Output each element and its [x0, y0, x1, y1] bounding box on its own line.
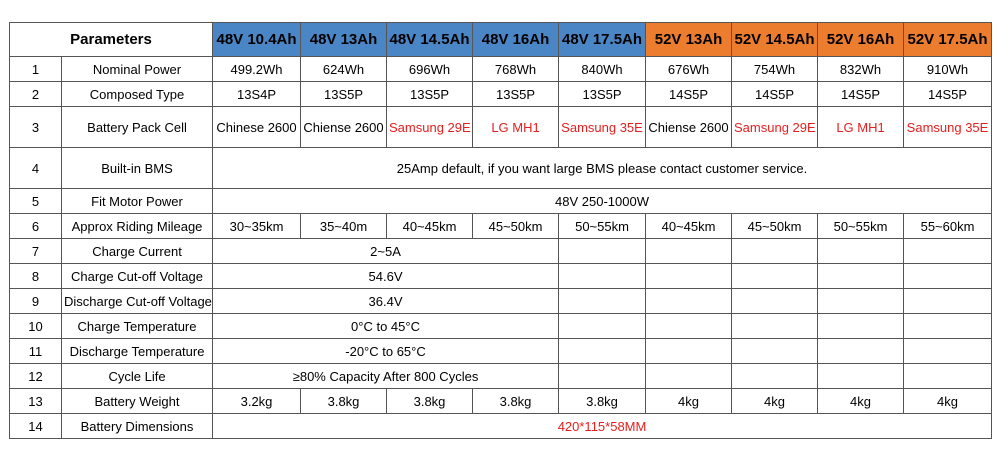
table-row — [10, 107, 992, 148]
row-number: 11 — [10, 339, 62, 364]
table-cell: Samsung 35E — [559, 107, 646, 148]
row-label: Fit Motor Power — [62, 189, 213, 214]
table-cell: Chiense 2600 — [301, 107, 387, 148]
empty-cell — [818, 239, 904, 264]
row-label: Battery Pack Cell — [62, 107, 213, 148]
table-cell: 832Wh — [818, 57, 904, 82]
merged-cell: -20°C to 65°C — [213, 339, 559, 364]
table-cell: 4kg — [818, 389, 904, 414]
merged-cell: 48V 250-1000W — [213, 189, 992, 214]
parameters-header: Parameters — [10, 23, 213, 57]
empty-cell — [904, 314, 992, 339]
table-cell: 45~50km — [732, 214, 818, 239]
empty-cell — [818, 364, 904, 389]
empty-cell — [559, 339, 646, 364]
table-cell: 3.8kg — [559, 389, 646, 414]
table-cell: 13S5P — [473, 82, 559, 107]
table-cell: 3.8kg — [387, 389, 473, 414]
row-number: 6 — [10, 214, 62, 239]
empty-cell — [818, 339, 904, 364]
empty-cell — [646, 364, 732, 389]
empty-cell — [646, 339, 732, 364]
table-cell: Samsung 35E — [904, 107, 992, 148]
table-cell: 696Wh — [387, 57, 473, 82]
table-row — [10, 148, 992, 189]
model-header: 48V 16Ah — [473, 23, 559, 57]
empty-cell — [732, 239, 818, 264]
model-header: 52V 13Ah — [646, 23, 732, 57]
merged-cell: 0°C to 45°C — [213, 314, 559, 339]
row-label: Built-in BMS — [62, 148, 213, 189]
merged-cell: 2~5A — [213, 239, 559, 264]
row-label: Charge Cut-off Voltage — [62, 264, 213, 289]
row-label: Charge Temperature — [62, 314, 213, 339]
battery-spec-table — [9, 22, 992, 439]
empty-cell — [818, 289, 904, 314]
empty-cell — [646, 289, 732, 314]
empty-cell — [904, 364, 992, 389]
table-row — [10, 214, 992, 239]
table-cell: 768Wh — [473, 57, 559, 82]
table-row — [10, 314, 992, 339]
table-cell: 30~35km — [213, 214, 301, 239]
table-cell: 35~40m — [301, 214, 387, 239]
model-header: 52V 14.5Ah — [732, 23, 818, 57]
table-cell: 13S5P — [559, 82, 646, 107]
empty-cell — [559, 289, 646, 314]
dimensions-cell: 420*115*58MM — [213, 414, 992, 439]
table-cell: Chinese 2600 — [213, 107, 301, 148]
row-number: 2 — [10, 82, 62, 107]
empty-cell — [904, 289, 992, 314]
table-cell: LG MH1 — [818, 107, 904, 148]
row-number: 7 — [10, 239, 62, 264]
model-header: 48V 14.5Ah — [387, 23, 473, 57]
empty-cell — [732, 314, 818, 339]
row-label: Cycle Life — [62, 364, 213, 389]
table-cell: 14S5P — [646, 82, 732, 107]
empty-cell — [559, 364, 646, 389]
table-cell: Samsung 29E — [732, 107, 818, 148]
model-header: 48V 13Ah — [301, 23, 387, 57]
table-row — [10, 339, 992, 364]
model-header: 52V 16Ah — [818, 23, 904, 57]
table-cell: 14S5P — [818, 82, 904, 107]
table-cell: 40~45km — [646, 214, 732, 239]
row-label: Charge Current — [62, 239, 213, 264]
table-cell: 754Wh — [732, 57, 818, 82]
header-row — [10, 23, 992, 57]
empty-cell — [559, 314, 646, 339]
table-row — [10, 239, 992, 264]
table-cell: 910Wh — [904, 57, 992, 82]
merged-cell: 25Amp default, if you want large BMS please contact customer service. — [213, 148, 992, 189]
table-cell: 14S5P — [904, 82, 992, 107]
table-row — [10, 82, 992, 107]
empty-cell — [646, 239, 732, 264]
empty-cell — [732, 339, 818, 364]
row-number: 3 — [10, 107, 62, 148]
row-label: Battery Weight — [62, 389, 213, 414]
empty-cell — [904, 239, 992, 264]
table-row — [10, 289, 992, 314]
table-cell: Chiense 2600 — [646, 107, 732, 148]
row-number: 13 — [10, 389, 62, 414]
merged-cell: 36.4V — [213, 289, 559, 314]
table-cell: 840Wh — [559, 57, 646, 82]
table-cell: 45~50km — [473, 214, 559, 239]
table-row — [10, 57, 992, 82]
table-row — [10, 189, 992, 214]
empty-cell — [559, 264, 646, 289]
table-cell: 40~45km — [387, 214, 473, 239]
table-cell: 3.2kg — [213, 389, 301, 414]
row-number: 4 — [10, 148, 62, 189]
row-number: 1 — [10, 57, 62, 82]
table-cell: 4kg — [732, 389, 818, 414]
table-row — [10, 414, 992, 439]
table-cell: 3.8kg — [473, 389, 559, 414]
empty-cell — [732, 264, 818, 289]
table-row — [10, 364, 992, 389]
table-cell: 55~60km — [904, 214, 992, 239]
table-cell: 13S4P — [213, 82, 301, 107]
row-number: 14 — [10, 414, 62, 439]
row-label: Approx Riding Mileage — [62, 214, 213, 239]
table-cell: 676Wh — [646, 57, 732, 82]
model-header: 52V 17.5Ah — [904, 23, 992, 57]
row-number: 8 — [10, 264, 62, 289]
table-cell: 13S5P — [301, 82, 387, 107]
table-row — [10, 264, 992, 289]
empty-cell — [904, 339, 992, 364]
empty-cell — [646, 264, 732, 289]
row-number: 9 — [10, 289, 62, 314]
empty-cell — [732, 364, 818, 389]
merged-cell: ≥80% Capacity After 800 Cycles — [213, 364, 559, 389]
row-label: Nominal Power — [62, 57, 213, 82]
empty-cell — [818, 314, 904, 339]
row-number: 10 — [10, 314, 62, 339]
empty-cell — [732, 289, 818, 314]
row-number: 5 — [10, 189, 62, 214]
table-cell: 499.2Wh — [213, 57, 301, 82]
model-header: 48V 10.4Ah — [213, 23, 301, 57]
row-label: Battery Dimensions — [62, 414, 213, 439]
table-cell: 50~55km — [559, 214, 646, 239]
row-number: 12 — [10, 364, 62, 389]
table-cell: 13S5P — [387, 82, 473, 107]
row-label: Composed Type — [62, 82, 213, 107]
empty-cell — [559, 239, 646, 264]
row-label: Discharge Cut-off Voltage — [62, 289, 213, 314]
table-cell: Samsung 29E — [387, 107, 473, 148]
empty-cell — [646, 314, 732, 339]
empty-cell — [818, 264, 904, 289]
row-label: Discharge Temperature — [62, 339, 213, 364]
table-row — [10, 389, 992, 414]
merged-cell: 54.6V — [213, 264, 559, 289]
table-cell: 4kg — [904, 389, 992, 414]
table-cell: 4kg — [646, 389, 732, 414]
table-cell: LG MH1 — [473, 107, 559, 148]
model-header: 48V 17.5Ah — [559, 23, 646, 57]
table-cell: 50~55km — [818, 214, 904, 239]
table-cell: 3.8kg — [301, 389, 387, 414]
table-cell: 14S5P — [732, 82, 818, 107]
table-cell: 624Wh — [301, 57, 387, 82]
empty-cell — [904, 264, 992, 289]
